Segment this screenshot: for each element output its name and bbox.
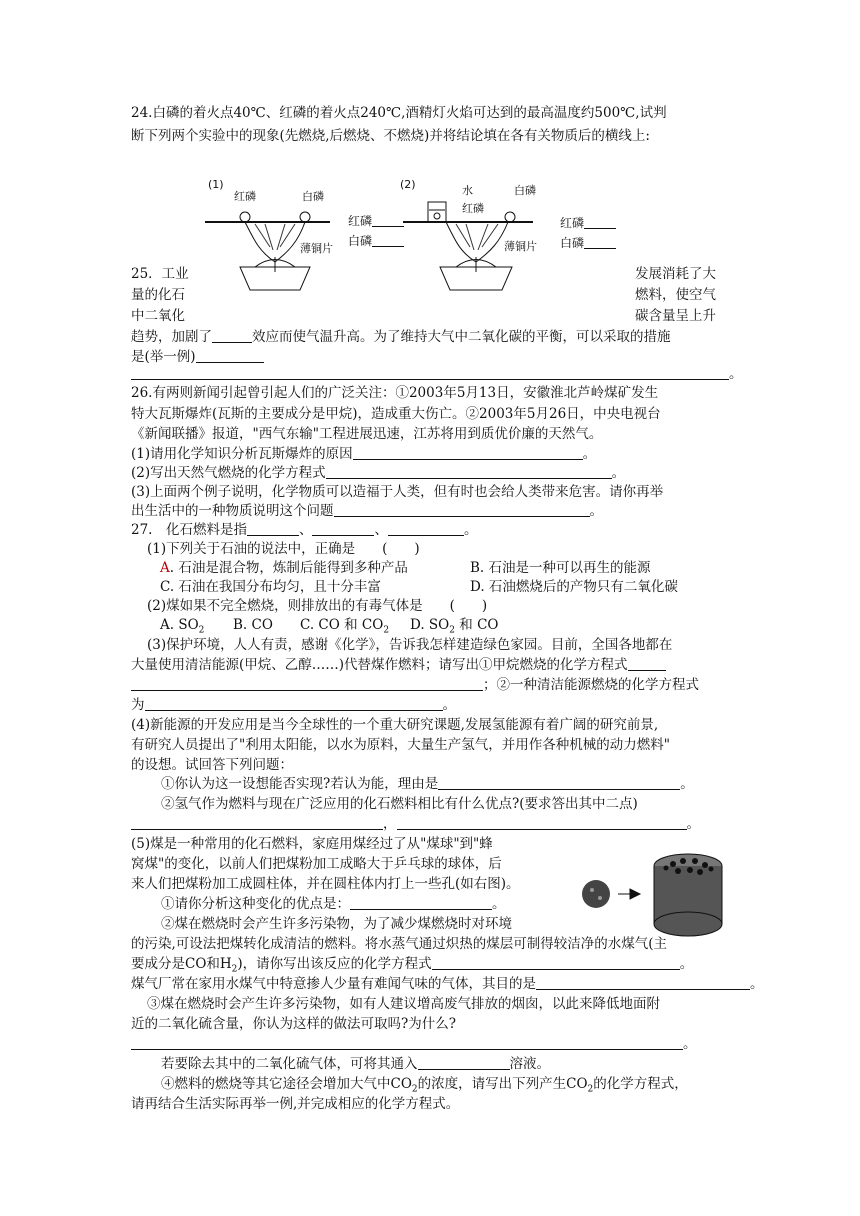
- q25-answer-line: 。: [131, 365, 743, 383]
- fig1-copper-plate-label: 薄铜片: [300, 242, 333, 255]
- q27-s5-line10: 近的二氧化硫含量，你认为这样的做法可取吗?为什么?: [131, 1016, 456, 1032]
- fig1-number: (1): [208, 178, 224, 191]
- q27-s5-line9: ③煤在燃烧时会产生许多污染物，如有人建议增高废气排放的烟囱，以此来降低地面附: [147, 996, 660, 1012]
- q27-s1-optionA[interactable]: A. 石油是混合物，炼制后能得到多种产品: [160, 560, 408, 576]
- q27-s4-line4: ①你认为这一设想能否实现?若认为能，理由是 。: [161, 776, 694, 792]
- q27-s5-line13: 请再结合生活实际再举一例,并完成相应的化学方程式。: [131, 1096, 460, 1112]
- q27-s1-optionC[interactable]: C. 石油在我国分布均匀，且十分丰富: [160, 579, 381, 595]
- q27-s5-line5: ②煤在燃烧时会产生许多污染物，为了减少煤燃烧时对环境: [161, 916, 512, 932]
- q27-s5-line12: ④燃料的燃烧等其它途径会增加大气中$CO_2$的浓度，请写出下列产生$CO_2$的化学方程式，: [161, 1076, 688, 1095]
- q25-line1-left: 25．工业: [131, 266, 189, 282]
- fig1-answer-red: 红磷: [348, 212, 404, 230]
- q25-line2-right: 燃料，使空气: [635, 287, 716, 303]
- q27-s5-line8: 煤气厂常在家用水煤气中特意掺人少量有难闻气味的气体，其目的是 。: [131, 976, 764, 992]
- q26-line3: 《新闻联播》报道，"西气东输"工程进展迅速，江苏将用到质优价廉的天然气。: [131, 426, 603, 442]
- q26-line6: (3)上面两个例子说明，化学物质可以造福于人类，但有时也会给人类带来危害。请你再举: [131, 484, 664, 500]
- q27-s2-optionB[interactable]: B. CO: [233, 617, 273, 633]
- q27-s5-line3: 来人们把煤粉加工成圆柱体，并在圆柱体内打上一些孔(如右图)。: [131, 876, 520, 892]
- q27-s4-line5: ②氢气作为燃料与现在广泛应用的化石燃料相比有什么优点?(要求答出其中二点): [161, 796, 638, 812]
- fig2-red-phosphorus-label: 红磷: [462, 202, 484, 215]
- coal-ball-to-honeycomb-image: [578, 846, 728, 938]
- q27-s3-line4: 为 。: [131, 697, 456, 713]
- q27-s5-line6: 的污染,可设法把煤转化成清洁的燃料。将水蒸气通过炽热的煤层可制得较洁净的水煤气(主: [131, 936, 668, 952]
- q27-s3-line2: 大量使用清洁能源(甲烷、乙醇……)代替煤作燃料；请写出①甲烷燃烧的化学方程式: [131, 656, 666, 674]
- q26-line2: 特大瓦斯爆炸(瓦斯的主要成分是甲烷)，造成重大伤亡。②2003年5月26日，中央电视台: [131, 406, 661, 422]
- q25-line5: 是(举一例): [131, 348, 264, 366]
- q27-s5-line11: 若要除去其中的二氧化硫气体，可将其通入 溶液。: [161, 1056, 550, 1072]
- q27-s2-optionD[interactable]: D. $SO_2$ 和 CO: [410, 617, 499, 636]
- q27-s1-optionD[interactable]: D. 石油燃烧后的产物只有二氧化碳: [470, 579, 678, 595]
- q24-line2: 断下列两个实验中的现象(先燃烧,后燃烧、不燃烧)并将结论填在各有关物质后的横线上:: [131, 128, 650, 144]
- q25-line4: 趋势，加剧了 效应而使气温升高。为了维持大气中二氧化碳的平衡，可以采取的措施: [131, 329, 671, 345]
- q25-line3-left: 中二氧化: [131, 308, 185, 324]
- fig2-copper-plate-label: 薄铜片: [504, 240, 537, 253]
- q25-line3-right: 碳含量呈上升: [635, 308, 716, 324]
- q27-s5-line1: (5)煤是一种常用的化石燃料，家庭用煤经过了从"煤球"到"蜂: [131, 836, 493, 852]
- q26-line1: 26.有两则新闻引起曾引起人们的广泛关注：①2003年5月13日，安徽淮北芦岭煤矿发生: [131, 385, 659, 401]
- fig2-white-phosphorus-label: 白磷: [514, 184, 536, 197]
- q27-s5-line2: 窝煤"的变化，以前人们把煤粉加工成略大于乒乓球的球体，后: [131, 856, 502, 872]
- q27-s4-line1: (4)新能源的开发应用是当今全球性的一个重大研究课题,发展氢能源有着广阔的研究前景,: [131, 717, 659, 733]
- fig2-number: (2): [400, 178, 416, 191]
- q27-s2-optionC[interactable]: C. CO 和 $CO_2$: [300, 617, 390, 636]
- q26-line7: 出生活中的一种物质说明这个问题 。: [131, 503, 603, 519]
- q25-line1-right: 发展消耗了大: [635, 266, 716, 282]
- fig1-red-phosphorus-label: 红磷: [234, 190, 256, 203]
- q26-line4: (1)请用化学知识分析瓦斯爆炸的原因 。: [131, 446, 597, 462]
- fig1-white-phosphorus-label: 白磷: [302, 190, 324, 203]
- q27-s5-answer-line: 。: [131, 1035, 697, 1053]
- fig2-answer-white: 白磷: [560, 234, 616, 252]
- q25-line2-left: 量的化石: [131, 287, 185, 303]
- q27-s4-line6: ， 。: [131, 815, 700, 833]
- q27-s4-line3: 的设想。试回答下列问题：: [131, 757, 293, 773]
- q27-s4-line2: 有研究人员提出了"利用太阳能，以水为原料，大量生产氢气，并用作各种机械的动力燃料": [131, 737, 670, 753]
- fig2-answer-red: 红磷: [560, 214, 616, 232]
- fig1-answer-white: 白磷: [348, 232, 404, 250]
- q27-s2: (2)煤如果不完全燃烧，则排放出的有毒气体是 ( ): [147, 598, 488, 614]
- q27-s3-line1: (3)保护环境，人人有责，感谢《化学》，告诉我怎样建造绿色家园。目前，全国各地都在: [147, 637, 673, 653]
- q27-s5-line7: 要成分是CO和$H_2$)，请你写出该反应的化学方程式 。: [131, 956, 694, 975]
- q27-intro: 27. 化石燃料是指 、 、 。: [131, 522, 478, 538]
- q24-line1: 24.白磷的着火点40℃、红磷的着火点240℃,酒精灯火焰可达到的最高温度约500℃,试判: [131, 105, 667, 121]
- q27-s5-line4: ①请你分析这种变化的优点是： 。: [161, 896, 506, 912]
- q27-s3-line3: ；②一种清洁能源燃烧的化学方程式: [131, 676, 699, 694]
- q27-s1: (1)下列关于石油的说法中，正确是 ( ): [147, 541, 420, 557]
- fig2-water-label: 水: [462, 184, 473, 197]
- q27-s2-optionA[interactable]: A. $SO_2$: [160, 617, 205, 636]
- q27-s1-optionB[interactable]: B. 石油是一种可以再生的能源: [470, 560, 651, 576]
- q26-line5: (2)写出天然气燃烧的化学方程式 。: [131, 465, 626, 481]
